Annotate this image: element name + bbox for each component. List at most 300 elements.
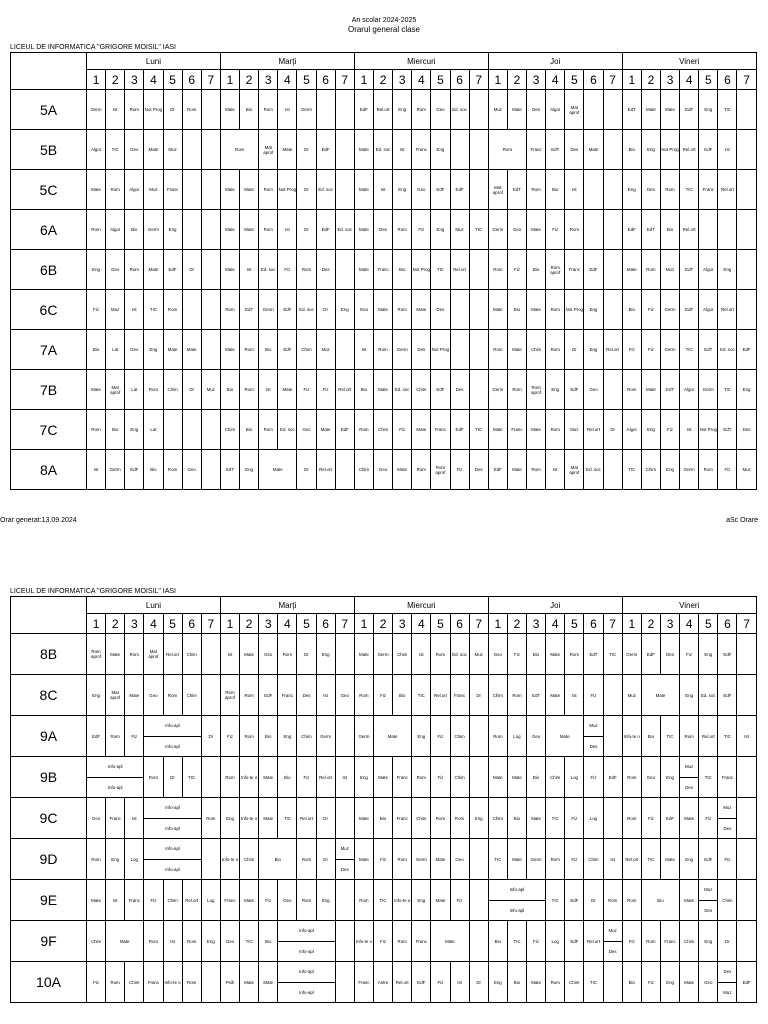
empty-cell: [182, 210, 201, 250]
lesson-cell: Bio: [259, 921, 278, 962]
split-lesson-cell: [335, 839, 354, 880]
lesson-cell: TIC: [488, 839, 507, 880]
lesson-cell: Chim: [488, 675, 507, 716]
lesson-cell: Bio: [622, 290, 641, 330]
lesson-cell: Rom: [201, 798, 220, 839]
lesson-cell: Eng: [680, 675, 699, 716]
lesson-cell: Info-te o: [220, 839, 239, 880]
lesson-cell: Bio: [144, 450, 163, 490]
lesson-cell: Geo: [125, 330, 144, 370]
lesson-cell: Rom: [565, 634, 584, 675]
class-row: [11, 250, 757, 290]
lesson-cell: EdT: [584, 634, 603, 675]
lesson-cell: Eng: [641, 130, 660, 170]
lesson-cell: Rom: [488, 330, 507, 370]
lesson-cell: EdT: [660, 370, 679, 410]
lesson-cell: Rom: [507, 675, 526, 716]
empty-cell: [335, 798, 354, 839]
empty-cell: [335, 716, 354, 757]
lesson-half: Muz: [340, 846, 349, 852]
lesson-half: Info-apl: [278, 941, 334, 962]
lesson-cell: Germ: [680, 450, 699, 490]
lesson-cell: Mate: [641, 370, 660, 410]
empty-cell: [737, 798, 756, 839]
lesson-cell: Rom: [220, 130, 258, 170]
period-number: 3: [527, 614, 546, 634]
lesson-cell: Muz: [201, 370, 220, 410]
lesson-half: Des: [680, 777, 698, 798]
lesson-cell: Dr: [297, 170, 316, 210]
class-name: 10A: [11, 962, 87, 1003]
lesson-cell: Dr: [163, 757, 182, 798]
lesson-cell: Mate: [354, 210, 373, 250]
lesson-cell: EdF: [584, 250, 603, 290]
lesson-cell: Geo: [431, 90, 450, 130]
class-name: 9E: [11, 880, 87, 921]
lesson-cell: Ed. soc: [718, 330, 737, 370]
lesson-cell: Rom: [622, 757, 641, 798]
lesson-cell: Mate: [240, 210, 259, 250]
period-number: 7: [469, 70, 488, 90]
lesson-cell: Ist: [680, 410, 699, 450]
lesson-cell: TIC: [718, 90, 737, 130]
lesson-cell: Fiz: [507, 250, 526, 290]
empty-cell: [737, 880, 756, 921]
lesson-cell: Mate: [354, 839, 373, 880]
lesson-cell: Ed. soc: [374, 130, 393, 170]
period-number: 4: [144, 614, 163, 634]
empty-cell: [182, 130, 201, 170]
period-number: 7: [201, 614, 220, 634]
lesson-cell: Geo: [106, 250, 125, 290]
period-number: 6: [450, 614, 469, 634]
lesson-cell: Germ: [527, 839, 546, 880]
lesson-cell: Chim: [565, 962, 584, 1003]
lesson-cell: Muz: [488, 90, 507, 130]
app-name: aSc Orare: [726, 517, 758, 524]
empty-cell: [335, 962, 354, 1003]
lesson-cell: Fiz: [450, 880, 469, 921]
period-number: 5: [431, 70, 450, 90]
lesson-cell: Muz: [163, 130, 182, 170]
empty-cell: [584, 210, 603, 250]
school-name: LICEUL DE INFORMATICA "GRIGORE MOISIL" IASI: [10, 588, 176, 595]
period-number: 5: [565, 70, 584, 90]
empty-cell: [603, 210, 622, 250]
lesson-cell: EdF: [718, 634, 737, 675]
period-number: 7: [737, 614, 756, 634]
class-name: 9A: [11, 716, 87, 757]
lesson-cell: Info-te o: [163, 962, 182, 1003]
lesson-cell: Des: [527, 90, 546, 130]
lesson-cell: Bio: [527, 757, 546, 798]
lesson-cell: Ist: [374, 170, 393, 210]
lesson-cell: Germ: [660, 290, 679, 330]
lesson-cell: Franc: [527, 130, 546, 170]
lesson-cell: Rom: [412, 757, 431, 798]
lesson-cell: Fiz: [450, 450, 469, 490]
lesson-cell: Mate: [527, 210, 546, 250]
lesson-cell: Eng: [316, 880, 335, 921]
lesson-cell: Franc: [354, 962, 373, 1003]
lesson-half: Muz: [589, 723, 598, 729]
lesson-cell: Log: [201, 880, 220, 921]
lesson-cell: Chim: [680, 921, 699, 962]
lesson-cell: EdF: [699, 839, 718, 880]
lesson-cell: Chim: [412, 798, 431, 839]
lesson-cell: Chim: [412, 370, 431, 410]
day-header: Vineri: [622, 53, 756, 70]
lesson-cell: Geo: [87, 798, 106, 839]
lesson-cell: Eng: [718, 250, 737, 290]
class-row: [11, 716, 757, 757]
period-number: 2: [507, 614, 526, 634]
lesson-cell: Mate: [374, 370, 393, 410]
lesson-cell: Muz: [622, 675, 641, 716]
empty-cell: [182, 290, 201, 330]
lesson-cell: Eng: [699, 90, 718, 130]
lesson-cell: Rom: [660, 170, 679, 210]
empty-cell: [603, 450, 622, 490]
lesson-cell: Fiz: [507, 634, 526, 675]
lesson-cell: Lat: [144, 410, 163, 450]
school-year: An scolar 2024-2025: [351, 17, 417, 24]
lesson-cell: EdF: [737, 962, 756, 1003]
lesson-cell: Psih: [220, 962, 239, 1003]
lesson-cell: Rom: [393, 839, 412, 880]
lesson-cell: Ist: [450, 962, 469, 1003]
period-number: 3: [527, 70, 546, 90]
empty-cell: [335, 634, 354, 675]
split-lesson-cell: [603, 921, 622, 962]
period-number: 6: [584, 70, 603, 90]
class-name: 9F: [11, 921, 87, 962]
lesson-cell: Mate: [680, 962, 699, 1003]
lesson-cell: Dr: [297, 130, 316, 170]
class-row: [11, 90, 757, 130]
lesson-cell: Info-te o: [393, 880, 412, 921]
lesson-cell: Bio: [354, 370, 373, 410]
lesson-cell: EdF: [431, 370, 450, 410]
lesson-half: Muz: [718, 982, 736, 1003]
lesson-cell: Chim: [374, 410, 393, 450]
class-name: 5C: [11, 170, 87, 210]
lesson-cell: Mate: [431, 880, 450, 921]
lesson-half: Des: [584, 736, 602, 757]
lesson-cell: Mate: [316, 410, 335, 450]
class-name: 8B: [11, 634, 87, 675]
split-lesson-cell: [278, 921, 335, 962]
lesson-cell: Chim: [297, 716, 316, 757]
lesson-cell: Geo: [488, 634, 507, 675]
lesson-cell: Chim: [87, 921, 106, 962]
lesson-cell: EdF: [354, 90, 373, 130]
lesson-cell: Germ: [106, 450, 125, 490]
lesson-cell: Fiz: [565, 798, 584, 839]
lesson-cell: Rom: [374, 330, 393, 370]
lesson-cell: Dr: [182, 370, 201, 410]
lesson-cell: Mate: [374, 290, 393, 330]
lesson-cell: Rom: [393, 210, 412, 250]
lesson-cell: Mate: [374, 757, 393, 798]
lesson-cell: Rom: [546, 410, 565, 450]
empty-cell: [603, 798, 622, 839]
lesson-cell: Rel.ort: [584, 921, 603, 962]
period-number: 7: [603, 614, 622, 634]
lesson-half: Info-apl: [144, 736, 200, 757]
lesson-cell: Mate: [220, 330, 239, 370]
lesson-cell: Fiz: [584, 675, 603, 716]
lesson-cell: Muz: [469, 634, 488, 675]
lesson-cell: Eng: [660, 757, 679, 798]
lesson-cell: Mate: [259, 962, 278, 1003]
class-row: [11, 880, 757, 921]
lesson-cell: EdF: [163, 250, 182, 290]
lesson-cell: Eng: [240, 450, 259, 490]
lesson-cell: Bio: [546, 170, 565, 210]
lesson-cell: Eng: [699, 634, 718, 675]
period-number: 7: [737, 70, 756, 90]
lesson-cell: TIC: [718, 370, 737, 410]
lesson-half: Info-apl: [165, 805, 180, 811]
lesson-cell: Rom: [182, 962, 201, 1003]
lesson-cell: EdF: [450, 170, 469, 210]
lesson-cell: TIC: [278, 798, 297, 839]
lesson-cell: Geo: [584, 370, 603, 410]
lesson-cell: Rel.ort: [603, 330, 622, 370]
lesson-cell: Rom: [546, 839, 565, 880]
lesson-cell: Rom: [565, 210, 584, 250]
lesson-cell: Mate: [125, 675, 144, 716]
lesson-cell: Dr: [565, 330, 584, 370]
lesson-cell: Rom aprof: [220, 675, 239, 716]
lesson-cell: EdF: [718, 675, 737, 716]
empty-cell: [201, 675, 220, 716]
class-row: [11, 450, 757, 490]
lesson-cell: Mate: [527, 798, 546, 839]
lesson-cell: Geo: [374, 450, 393, 490]
day-header: Marți: [220, 597, 354, 614]
lesson-cell: Geo: [125, 130, 144, 170]
period-number: 5: [297, 614, 316, 634]
lesson-cell: Mate: [488, 757, 507, 798]
lesson-cell: Geo: [507, 210, 526, 250]
lesson-cell: Ed. soc: [393, 370, 412, 410]
lesson-cell: Fiz: [660, 410, 679, 450]
lesson-cell: EdF: [680, 290, 699, 330]
lesson-cell: Eng: [412, 716, 431, 757]
empty-cell: [201, 250, 220, 290]
empty-cell: [182, 410, 201, 450]
lesson-cell: Dr: [718, 921, 737, 962]
lesson-cell: Ed. soc: [278, 410, 297, 450]
lesson-cell: Log: [584, 798, 603, 839]
lesson-cell: Info-te o: [240, 757, 259, 798]
lesson-cell: Eng: [699, 921, 718, 962]
lesson-cell: TIC: [660, 716, 679, 757]
lesson-cell: Fiz: [259, 880, 278, 921]
lesson-cell: EdT: [641, 210, 660, 250]
lesson-cell: Dr: [316, 290, 335, 330]
empty-cell: [201, 757, 220, 798]
lesson-half: Muz: [608, 928, 617, 934]
lesson-cell: Rel.ort: [182, 880, 201, 921]
period-number: 7: [469, 614, 488, 634]
lesson-cell: Mate: [259, 450, 297, 490]
empty-cell: [737, 921, 756, 962]
lesson-cell: Dr: [297, 450, 316, 490]
empty-cell: [603, 290, 622, 330]
lesson-cell: Rom: [297, 250, 316, 290]
lesson-cell: Mate: [87, 370, 106, 410]
lesson-cell: Franc: [699, 170, 718, 210]
lesson-cell: Des: [297, 675, 316, 716]
lesson-cell: Mate: [87, 170, 106, 210]
period-number: 7: [603, 70, 622, 90]
lesson-cell: Bio: [488, 921, 507, 962]
lesson-cell: EdT: [240, 290, 259, 330]
lesson-cell: Germ: [297, 90, 316, 130]
lesson-cell: Mate: [354, 170, 373, 210]
empty-cell: [469, 330, 488, 370]
class-row: [11, 330, 757, 370]
class-row: [11, 130, 757, 170]
day-header: Joi: [488, 53, 622, 70]
lesson-cell: Rel.ort: [622, 839, 641, 880]
lesson-cell: Rom: [259, 210, 278, 250]
empty-cell: [450, 130, 469, 170]
lesson-cell: Fiz: [641, 330, 660, 370]
lesson-cell: Chim: [125, 962, 144, 1003]
lesson-cell: Bio: [527, 634, 546, 675]
lesson-cell: Bio: [220, 370, 239, 410]
lesson-half: Info-apl: [144, 859, 200, 880]
lesson-cell: Rom: [182, 90, 201, 130]
day-header: Miercuri: [354, 53, 488, 70]
lesson-cell: Mate: [354, 798, 373, 839]
lesson-cell: Not Prog: [699, 410, 718, 450]
lesson-cell: Mate: [527, 410, 546, 450]
empty-cell: [603, 370, 622, 410]
period-number: 2: [106, 614, 125, 634]
lesson-cell: TIC: [507, 921, 526, 962]
lesson-cell: Bio: [240, 410, 259, 450]
empty-cell: [469, 170, 488, 210]
empty-cell: [201, 170, 220, 210]
lesson-cell: EdT: [680, 250, 699, 290]
lesson-cell: Des: [374, 210, 393, 250]
lesson-cell: Mat aprof: [106, 675, 125, 716]
lesson-cell: Rel.ort: [431, 675, 450, 716]
lesson-cell: Eng: [335, 290, 354, 330]
lesson-cell: Rom: [622, 798, 641, 839]
lesson-cell: Algor: [546, 90, 565, 130]
empty-cell: [469, 130, 488, 170]
lesson-cell: Not Prog: [144, 90, 163, 130]
period-number: 4: [278, 70, 297, 90]
lesson-cell: Mate: [220, 90, 239, 130]
lesson-cell: EdF: [278, 330, 297, 370]
lesson-half: Muz: [685, 764, 694, 770]
lesson-cell: Bio: [106, 410, 125, 450]
split-lesson-cell: [144, 798, 201, 839]
lesson-cell: Chim: [393, 634, 412, 675]
lesson-cell: Ed. soc: [699, 675, 718, 716]
lesson-cell: Ed. soc: [259, 250, 278, 290]
empty-cell: [603, 962, 622, 1003]
lesson-cell: Eng: [622, 170, 641, 210]
lesson-cell: EdF: [737, 330, 756, 370]
lesson-cell: TIC: [240, 921, 259, 962]
lesson-cell: Not Prog: [431, 330, 450, 370]
lesson-cell: Ist: [316, 675, 335, 716]
lesson-cell: Rom: [354, 880, 373, 921]
split-lesson-cell: [699, 880, 718, 921]
period-number: 3: [125, 614, 144, 634]
day-header: Luni: [87, 53, 221, 70]
lesson-cell: Rel.ort: [316, 450, 335, 490]
lesson-cell: Rel.ort: [163, 634, 182, 675]
split-lesson-cell: [718, 798, 737, 839]
period-number: 3: [393, 614, 412, 634]
empty-cell: [584, 90, 603, 130]
lesson-cell: Rom: [144, 370, 163, 410]
lesson-cell: Bio: [259, 839, 297, 880]
lesson-cell: Fiz: [718, 450, 737, 490]
lesson-cell: EdF: [622, 210, 641, 250]
empty-cell: [450, 330, 469, 370]
lesson-half: Info-apl: [489, 900, 545, 921]
lesson-cell: Rom aprof: [527, 370, 546, 410]
class-row: [11, 757, 757, 798]
lesson-cell: Chim: [240, 839, 259, 880]
lesson-cell: Mate: [641, 90, 660, 130]
empty-cell: [737, 130, 756, 170]
empty-cell: [182, 170, 201, 210]
lesson-cell: Fiz: [87, 962, 106, 1003]
lesson-cell: Not Prog: [565, 290, 584, 330]
lesson-half: Des: [336, 859, 354, 880]
lesson-cell: Dr: [469, 962, 488, 1003]
empty-cell: [335, 921, 354, 962]
lesson-cell: Geo: [412, 170, 431, 210]
lesson-half: Des: [604, 941, 622, 962]
period-number: 1: [87, 70, 106, 90]
lesson-cell: TIC: [546, 798, 565, 839]
empty-cell: [469, 90, 488, 130]
lesson-cell: Ist: [737, 716, 756, 757]
lesson-cell: Rom: [699, 450, 718, 490]
lesson-cell: Dr: [297, 634, 316, 675]
lesson-cell: Franc: [125, 880, 144, 921]
period-number: 1: [220, 70, 239, 90]
lesson-cell: Mat aprof: [565, 90, 584, 130]
lesson-cell: Franc: [393, 757, 412, 798]
lesson-cell: Fiz: [718, 839, 737, 880]
lesson-cell: EdF: [412, 962, 431, 1003]
empty-cell: [718, 210, 737, 250]
page-title: Orarul general clase: [347, 25, 421, 34]
lesson-cell: Franc: [565, 250, 584, 290]
lesson-cell: Log: [546, 921, 565, 962]
lesson-cell: Fiz: [220, 716, 239, 757]
lesson-cell: Dr: [469, 675, 488, 716]
lesson-cell: Mate: [660, 90, 679, 130]
lesson-cell: Bio: [660, 210, 679, 250]
lesson-cell: Mate: [240, 170, 259, 210]
lesson-cell: TIC: [431, 250, 450, 290]
lesson-cell: Ist: [125, 290, 144, 330]
